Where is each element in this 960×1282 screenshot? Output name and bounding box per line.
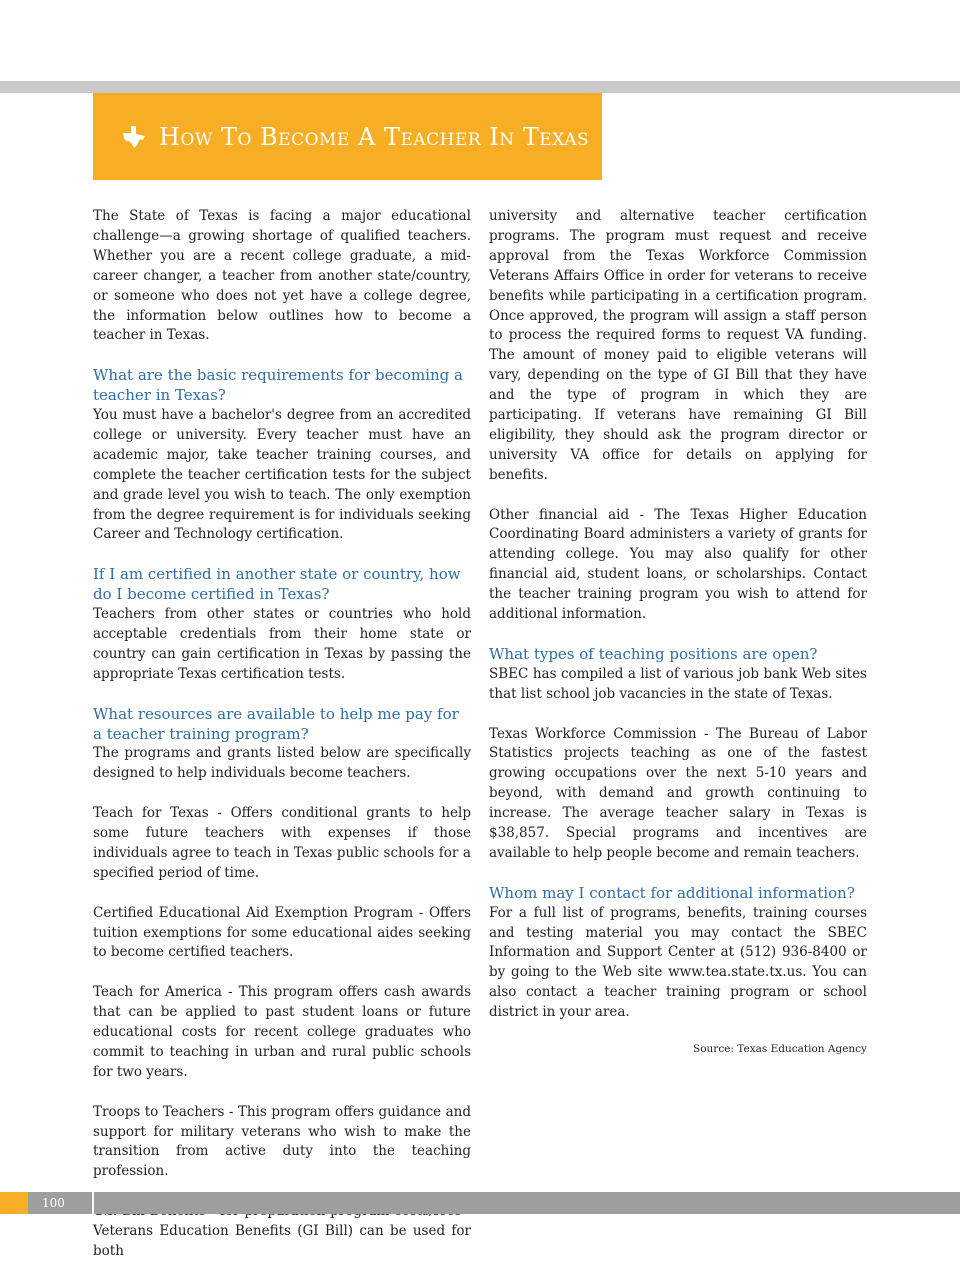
texas-star-icon [121, 124, 147, 150]
top-rule [0, 81, 960, 93]
section-heading: Whom may I contact for additional information? [489, 883, 855, 902]
paragraph: Other financial aid - The Texas Higher Education Coordinating Board administers a variety of grants for attending college. You may also qualify for other financial aid, student loans, or scholarships. Contact the teacher training program you wish to attend for additional information. [489, 506, 867, 623]
section-heading: What resources are available to help me pay for a teacher training program? [93, 704, 459, 743]
paragraph: The programs and grants listed below are specifically designed to help individuals become teachers. [93, 745, 471, 782]
section-heading: What are the basic requirements for becoming a teacher in Texas? [93, 366, 463, 405]
footer-accent [0, 1192, 28, 1214]
paragraph: You must have a bachelor's degree from an accredited college or university. Every teacher must have an academic major, take teacher training courses, and complete the teacher certification tests for the subject and grade level you wish to teach. The only exemption from the degree requirement is for individuals seeking Career and Technology certification. [93, 407, 471, 543]
paragraph: The State of Texas is facing a major educational challenge—a growing shortage of qualified teachers. Whether you are a recent college graduate, a mid-career changer, a teacher from another state/country, or someone who does not yet have a college degree, the information below outlines how to become a teacher in Texas. [93, 208, 471, 344]
page-title: How To Become A Teacher In Texas [159, 122, 590, 151]
paragraph: Certified Educational Aid Exemption Program - Offers tuition exemptions for some educational aides seeking to become certified teachers. [93, 904, 471, 961]
paragraph: SBEC has compiled a list of various job bank Web sites that list school job vacancies in the state of Texas. [489, 665, 867, 702]
paragraph: Texas Workforce Commission - The Bureau of Labor Statistics projects teaching as one of the fastest growing occupations over the next 5-10 years and beyond, with demand and growth continuing to increase. The average teacher salary in Texas is $38,857. Special programs and incentives are available to help people become and remain teachers. [489, 725, 867, 861]
page-number: 100 [30, 1192, 92, 1214]
section-banner [93, 93, 602, 180]
paragraph: For a full list of programs, benefits, training courses and testing material you may contact the SBEC Information and Support Center at (512) 936-8400 or by going to the Web site www.tea.state.tx.us. You can also contact a teacher training program or school district in your area. [489, 904, 867, 1021]
left-column [93, 207, 471, 1282]
paragraph: Teachers from other states or countries who hold acceptable credentials from their home state or country can gain certification in Texas by passing the appropriate Texas certification tests. [93, 606, 471, 682]
paragraph: Veterans Education Benefits (GI Bill) can be used for both [93, 1223, 471, 1259]
source-credit: Source: Texas Education Agency [693, 1042, 867, 1055]
paragraph: university and alternative teacher certification programs. The program must request and receive approval from the Texas Workforce Commission Veterans Affairs Office in order for veterans to receive benefits while participating in a certification program. Once approved, the program will assign a staff person to process the required forms to request VA funding. The amount of money paid to eligible veterans will vary, depending on the type of GI Bill that they have and the type of program in which they are participating. If veterans have remaining GI Bill eligibility, they should ask the program director or university VA office for details on applying for benefits. [489, 208, 867, 483]
footer-divider [92, 1192, 94, 1214]
paragraph: Teach for Texas - Offers conditional grants to help some future teachers with expenses if those individuals agree to teach in Texas public schools for a specified period of time. [93, 805, 471, 881]
paragraph: Troops to Teachers - This program offers guidance and support for military veterans who wish to make the transition from active duty into the teaching profession. [93, 1103, 471, 1180]
right-column [489, 207, 867, 1055]
paragraph: Teach for America - This program offers cash awards that can be applied to past student loans or future educational costs for recent college graduates who commit to teaching in urban and rural public schools for two years. [93, 984, 471, 1080]
footer-bar [0, 1192, 960, 1214]
section-heading: What types of teaching positions are open? [489, 644, 818, 663]
section-heading: If I am certified in another state or country, how do I become certified in Texas? [93, 565, 461, 604]
